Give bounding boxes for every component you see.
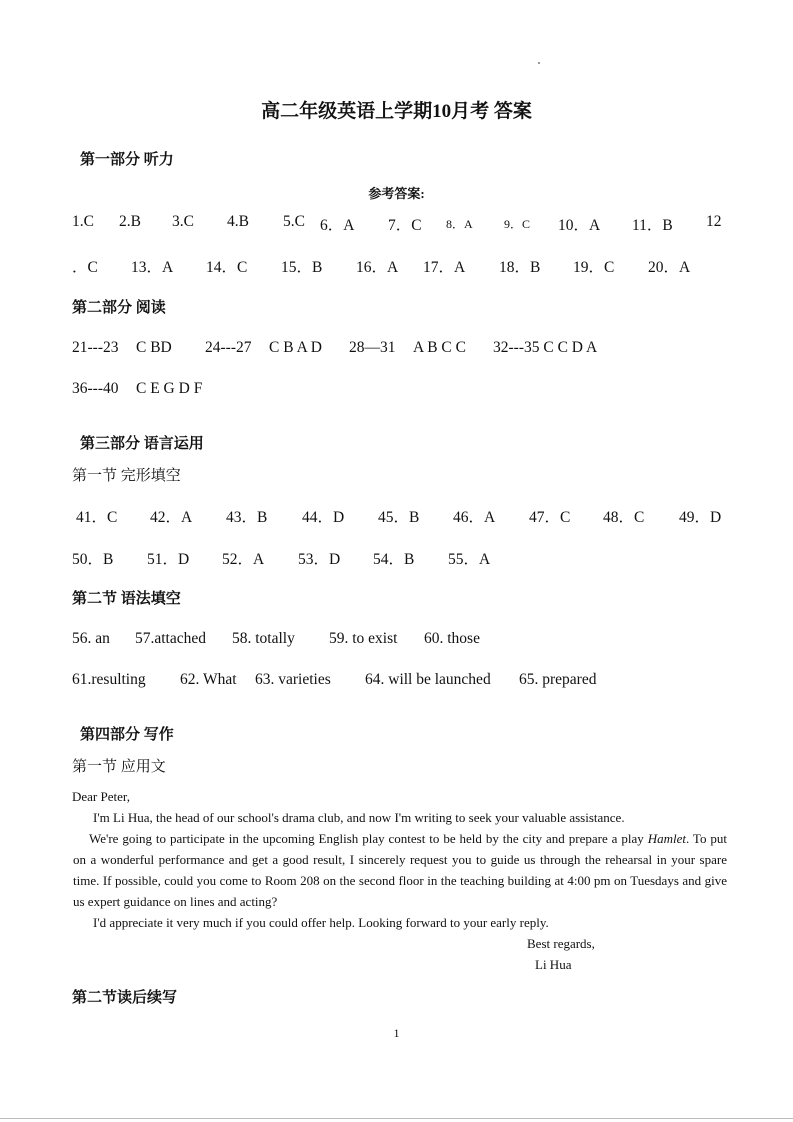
- letter-signature: Li Hua: [535, 957, 572, 972]
- part4-heading: 第四部分 写作: [80, 727, 174, 743]
- answer-item: 7．C: [388, 217, 422, 234]
- part1-heading: 第一部分 听力: [80, 152, 174, 168]
- answer-item: C B A D: [269, 339, 322, 356]
- part3-heading: 第三部分 语言运用: [80, 436, 204, 452]
- answer-item: 13．A: [131, 259, 174, 276]
- answer-item: 18．B: [499, 259, 541, 276]
- answer-item: 44．D: [302, 509, 345, 526]
- part1-answer-row-2: [0, 255, 793, 277]
- letter-greeting: Dear Peter,: [72, 789, 130, 804]
- answer-item: 64. will be launched: [365, 671, 491, 688]
- answer-item: 15．B: [281, 259, 323, 276]
- answer-item: C BD: [136, 339, 172, 356]
- answer-item: 49．D: [679, 509, 722, 526]
- page-bottom-divider: [0, 1118, 793, 1119]
- letter-paragraph-2-part-b: . To put on a wonderful performance and get a good result, I sincerely request you to guide us through the rehearsal in your spare time. If possible, could you come to Room 208 on the second floor in the teaching building at 4:00 pm on Tuesdays and give us expert guidance on lines and acting?: [73, 831, 727, 909]
- reference-answers-label: 参考答案:: [368, 186, 425, 201]
- letter-closing: Best regards,: [527, 936, 595, 951]
- letter-paragraph-2: [73, 828, 727, 912]
- answer-item: 9．C: [504, 217, 531, 231]
- answer-item: 51．D: [147, 551, 190, 568]
- answer-item: 2.B: [119, 213, 141, 230]
- letter-paragraph-1: I'm Li Hua, the head of our school's drama club, and now I'm writing to seek your valuable assistance.: [93, 810, 625, 825]
- answer-item: 48．C: [603, 509, 645, 526]
- answer-item: 8．A: [446, 217, 473, 231]
- answer-item: 24---27: [205, 339, 252, 356]
- answer-item: 12: [706, 213, 722, 230]
- answer-item: 21---23: [72, 339, 119, 356]
- answer-item: 52．A: [222, 551, 265, 568]
- part3-answer-row-3: [0, 630, 793, 652]
- part2-answer-row-2: [0, 380, 793, 402]
- answer-item: 5.C: [283, 213, 305, 230]
- part3-answer-row-2: [0, 547, 793, 569]
- answer-item: 58. totally: [232, 630, 295, 647]
- part3-answer-row-1: [0, 505, 793, 527]
- answer-item: 32---35 C C D A: [493, 339, 598, 356]
- answer-item: 11．B: [632, 217, 673, 234]
- answer-item: 54．B: [373, 551, 415, 568]
- answer-item: 36---40: [72, 380, 119, 397]
- practical-writing-heading: 第一节 应用文: [72, 759, 166, 775]
- answer-item: 3.C: [172, 213, 194, 230]
- answer-item: 41．C: [76, 509, 118, 526]
- answer-item: 17．A: [423, 259, 466, 276]
- answer-item: 19．C: [573, 259, 615, 276]
- answer-item: 60. those: [424, 630, 480, 647]
- grammar-section-heading: 第二节 语法填空: [72, 591, 181, 607]
- answer-item: 43．B: [226, 509, 268, 526]
- answer-item: A B C C: [413, 339, 466, 356]
- page-title: 高二年级英语上学期10月考 答案: [261, 101, 532, 122]
- answer-item: 46．A: [453, 509, 496, 526]
- answer-item: C E G D F: [136, 380, 203, 397]
- part1-answer-row-1: [0, 213, 793, 235]
- answer-item: 47．C: [529, 509, 571, 526]
- answer-item: 45．B: [378, 509, 420, 526]
- answer-item: 10．A: [558, 217, 601, 234]
- answer-item: 55．A: [448, 551, 491, 568]
- part2-heading: 第二部分 阅读: [72, 300, 166, 316]
- answer-item: 53．D: [298, 551, 341, 568]
- answer-item: 50．B: [72, 551, 114, 568]
- answer-item: 1.C: [72, 213, 94, 230]
- part2-answer-row-1: [0, 339, 793, 361]
- letter-paragraph-2-part-a: We're going to participate in the upcoming English play contest to be held by the city and prepare a play: [89, 831, 648, 846]
- answer-item: ．C: [72, 259, 98, 276]
- play-title: Hamlet: [647, 831, 686, 846]
- answer-item: 56. an: [72, 630, 110, 647]
- letter-paragraph-3: I'd appreciate it very much if you could offer help. Looking forward to your early reply.: [93, 915, 549, 930]
- answer-item: 20．A: [648, 259, 691, 276]
- continuation-writing-heading: 第二节读后续写: [72, 990, 178, 1006]
- answer-item: 65. prepared: [519, 671, 597, 688]
- answer-item: 61.resulting: [72, 671, 146, 688]
- part3-answer-row-4: [0, 671, 793, 693]
- answer-item: 16．A: [356, 259, 399, 276]
- answer-item: 62. What: [180, 671, 237, 688]
- answer-item: 42．A: [150, 509, 193, 526]
- answer-item: 6．A: [320, 217, 355, 234]
- cloze-section-heading: 第一节 完形填空: [72, 468, 181, 484]
- scan-dot: [538, 62, 540, 64]
- page-number: 1: [393, 1026, 400, 1040]
- answer-item: 59. to exist: [329, 630, 398, 647]
- answer-item: 28—31: [349, 339, 396, 356]
- answer-item: 14．C: [206, 259, 248, 276]
- answer-item: 4.B: [227, 213, 249, 230]
- answer-item: 63. varieties: [255, 671, 331, 688]
- answer-item: 57.attached: [135, 630, 207, 647]
